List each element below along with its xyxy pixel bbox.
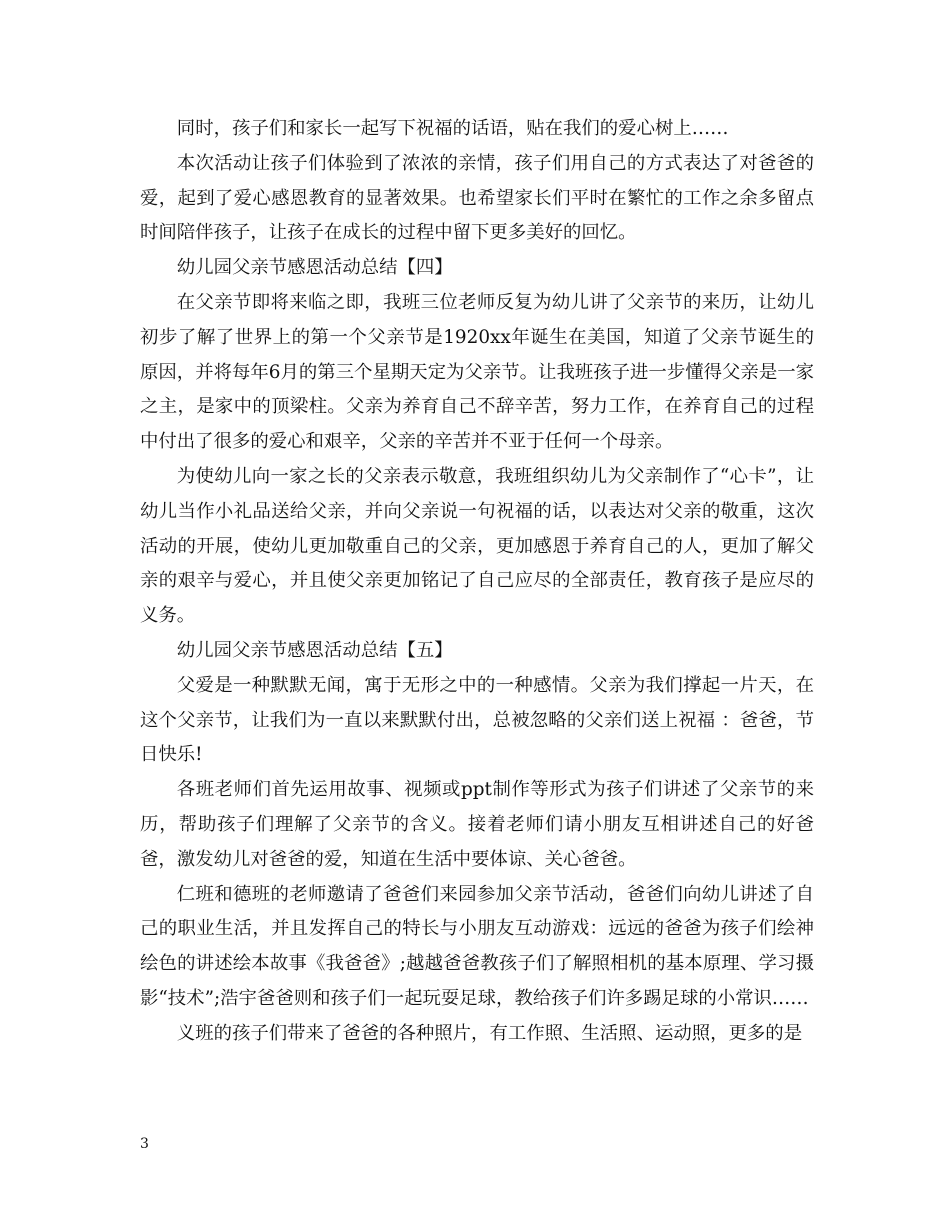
paragraph: 各班老师们首先运用故事、视频或ppt制作等形式为孩子们讲述了父亲节的来历，帮助孩子们理解了父亲节的含义。接着老师们请小朋友互相讲述自己的好爸爸，激发幼儿对爸爸的爱，知道在生活中要体谅、关心爸爸。 (140, 779, 814, 870)
paragraph: 本次活动让孩子们体验到了浓浓的亲情，孩子们用自己的方式表达了对爸爸的爱，起到了爱心感恩教育的显著效果。也希望家长们平时在繁忙的工作之余多留点时间陪伴孩子，让孩子在成长的过程中留下更多美好的回忆。 (140, 152, 814, 244)
section-heading: 幼儿园父亲节感恩活动总结【四】 (176, 257, 453, 279)
paragraph: 同时，孩子们和家长一起写下祝福的话语，贴在我们的爱心树上…… (176, 118, 729, 139)
paragraph: 在父亲节即将来临之即，我班三位老师反复为幼儿讲了父亲节的来历，让幼儿初步了解了世界上的第一个父亲节是1920xx年诞生在美国，知道了父亲节诞生的原因，并将每年6月的第三个星期天定为父亲节。让我班孩子进一步懂得父亲是一家之主，是家中的顶梁柱。父亲为养育自己不辞辛苦，努力工作，在养育自己的过程中付出了很多的爱心和艰辛，父亲的辛苦并不亚于任何一个母亲。 (140, 291, 814, 453)
paragraph: 仁班和德班的老师邀请了爸爸们来园参加父亲节活动，爸爸们向幼儿讲述了自己的职业生活，并且发挥自己的特长与小朋友互动游戏：远远的爸爸为孩子们绘神绘色的讲述绘本故事《我爸爸》;越越爸爸教孩子们了解照相机的基本原理、学习摄影“技术”;浩宇爸爸则和孩子们一起玩耍足球，教给孩子们许多踢足球的小常识…… (140, 883, 814, 1009)
document-body (140, 112, 814, 1052)
paragraph: 为使幼儿向一家之长的父亲表示敬意，我班组织幼儿为父亲制作了“心卡”，让幼儿当作小礼品送给父亲，并向父亲说一句祝福的话，以表达对父亲的敬重，这次活动的开展，使幼儿更加敬重自己的父亲，更加感恩于养育自己的人，更加了解父亲的艰辛与爱心，并且使父亲更加铭记了自己应尽的全部责任，教育孩子是应尽的义务。 (140, 465, 814, 627)
paragraph: 义班的孩子们带来了爸爸的各种照片，有工作照、生活照、运动照，更多的是 (176, 1022, 803, 1044)
paragraph: 父爱是一种默默无闻，寓于无形之中的一种感情。父亲为我们撑起一片天，在这个父亲节，让我们为一直以来默默付出，总被忽略的父亲们送上祝福 ：爸爸，节日快乐! (140, 674, 814, 766)
page-number: 3 (140, 1136, 149, 1152)
section-heading: 幼儿园父亲节感恩活动总结【五】 (176, 639, 453, 661)
